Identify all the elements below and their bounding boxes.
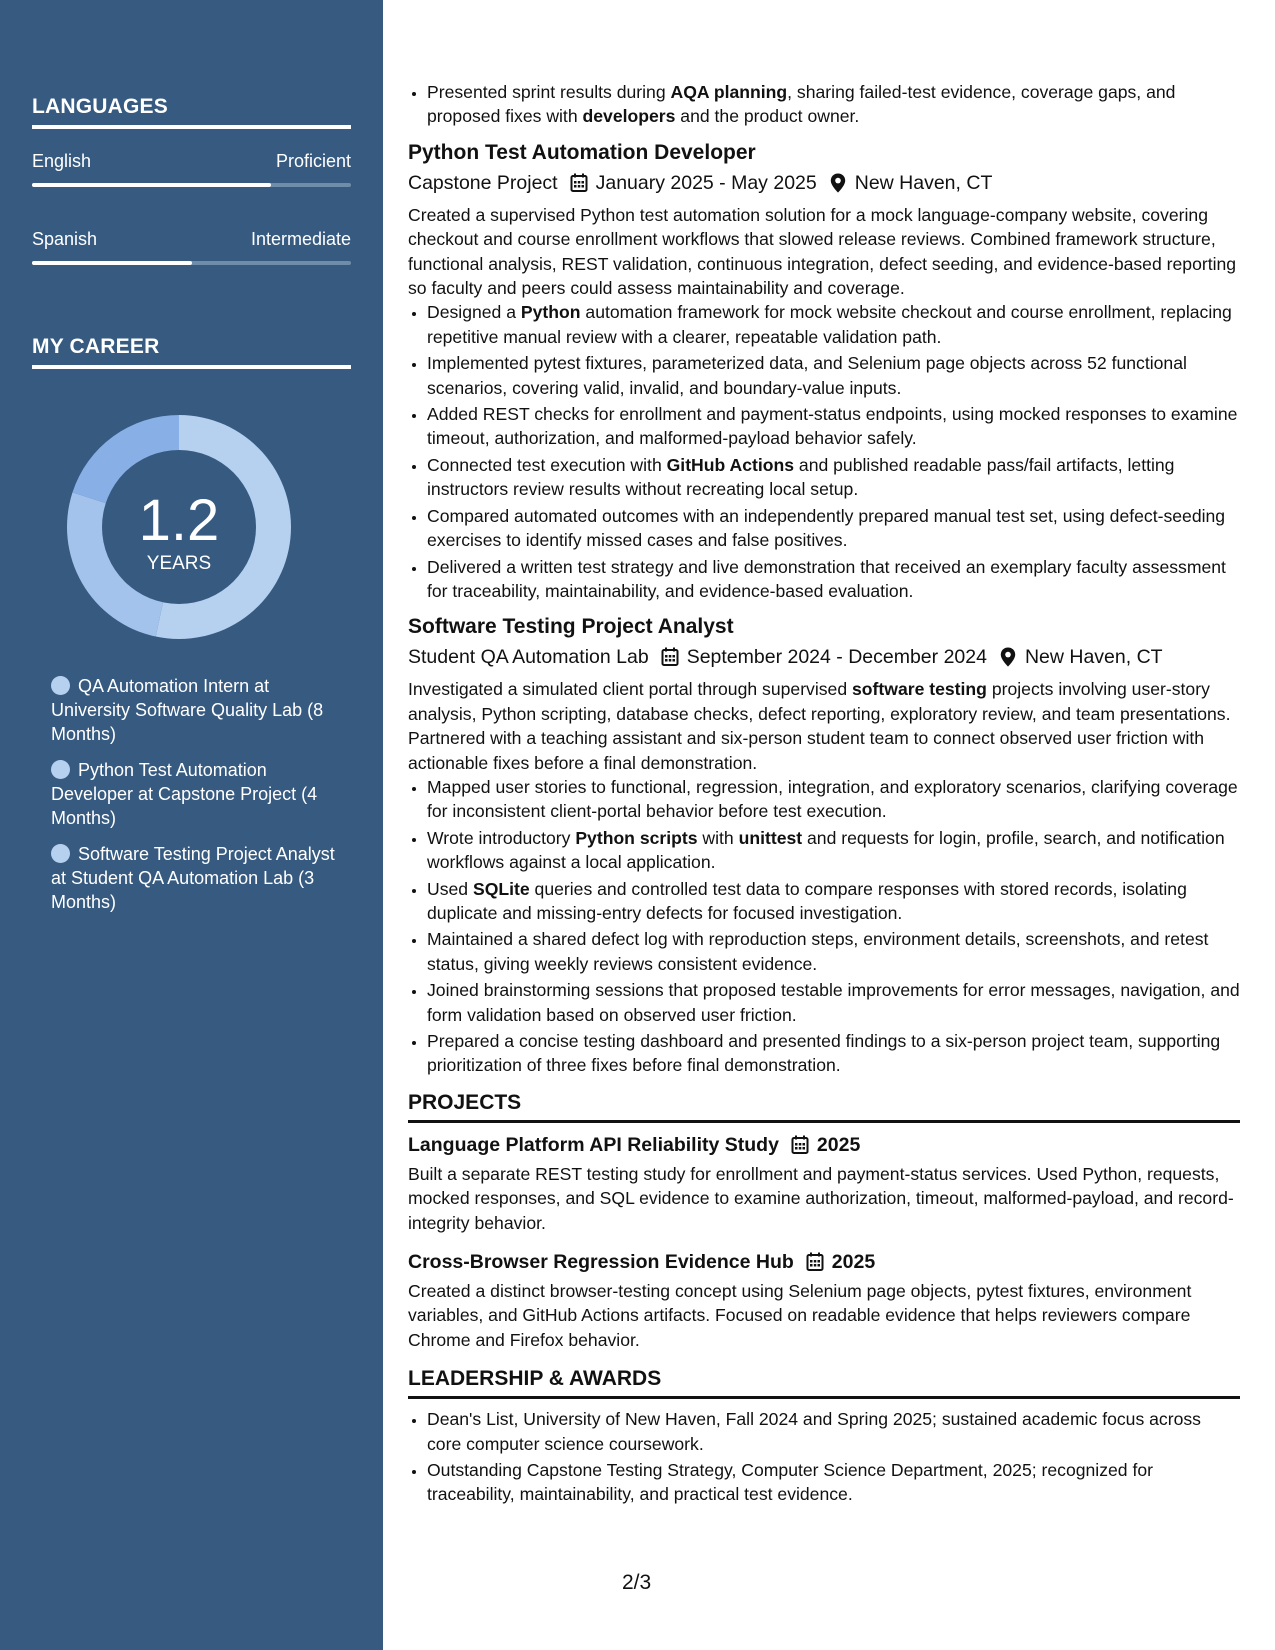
job-company: Student QA Automation Lab bbox=[408, 646, 649, 669]
career-list-item bbox=[51, 842, 341, 914]
project-title-row bbox=[408, 1132, 1240, 1158]
text: and requests for login, profile, search, and notification workflows against a local application. bbox=[427, 827, 1225, 873]
text: , sharing failed-test evidence, coverage gaps, and proposed fixes with bbox=[427, 82, 1176, 127]
calendar-icon bbox=[661, 647, 679, 667]
bold-text: developers bbox=[582, 106, 676, 127]
project-title: Language Platform API Reliability Study bbox=[408, 1133, 779, 1156]
bold-text: Python scripts bbox=[575, 827, 698, 848]
job-location: New Haven, CT bbox=[1024, 646, 1163, 669]
languages-section bbox=[32, 95, 351, 265]
leadership-list bbox=[408, 1407, 1240, 1507]
job-bullets bbox=[408, 300, 1240, 603]
text: queries and controlled test data to compare responses with stored records, isolating duplicate and missing-entry defects for focused investigation. bbox=[427, 878, 1187, 923]
job-title: Software Testing Project Analyst bbox=[408, 615, 734, 639]
text: and the product owner. bbox=[675, 106, 860, 127]
career-list-item bbox=[51, 758, 341, 830]
project-description: Created a distinct browser-testing concept using Selenium page objects, pytest fixtures, environment variables, and GitHub Actions artifacts. Focused on readable evidence that helps reviewers compare Chrome and Firefox behavior. bbox=[408, 1281, 1192, 1350]
job-bullets bbox=[408, 775, 1240, 1078]
calendar-icon bbox=[806, 1252, 824, 1272]
career-donut-chart bbox=[66, 414, 292, 640]
language-level-bar bbox=[32, 183, 351, 187]
language-name: Spanish bbox=[32, 229, 98, 249]
list-item: • Dean's List, University of New Haven, Fall 2024 and Spring 2025; sustained academic focus across core computer science coursework. bbox=[427, 1407, 1240, 1456]
job-company: Capstone Project bbox=[408, 171, 558, 194]
projects-section bbox=[408, 1090, 1240, 1352]
career-total-unit: YEARS bbox=[146, 553, 212, 574]
text: and published readable pass/fail artifacts, letting instructors review results without recreating local setup. bbox=[427, 454, 1175, 500]
list-item: • Implemented pytest fixtures, parameterized data, and Selenium page objects across 52 functional scenarios, covering valid, invalid, and boundary-value inputs. bbox=[427, 351, 1240, 400]
career-dot-icon bbox=[51, 760, 70, 779]
job-entry bbox=[408, 139, 1240, 604]
list-item bbox=[427, 80, 1240, 129]
bold-text: unittest bbox=[738, 827, 803, 848]
bold-text: Python bbox=[520, 302, 581, 323]
list-item bbox=[427, 826, 1240, 875]
bold-text: SQLite bbox=[472, 878, 530, 899]
list-item: • Added REST checks for enrollment and payment-status endpoints, using mocked responses to examine timeout, authorization, and malformed-payload behavior safely. bbox=[427, 402, 1240, 451]
project-year: 2025 bbox=[816, 1133, 861, 1156]
location-pin-icon bbox=[829, 173, 847, 193]
list-item: • Joined brainstorming sessions that proposed testable improvements for error messages, navigation, and form validation based on observed user friction. bbox=[427, 978, 1240, 1027]
calendar-icon bbox=[791, 1135, 809, 1155]
list-item: • Mapped user stories to functional, regression, integration, and exploratory scenarios, clarifying coverage for inconsistent client-portal behavior before test execution. bbox=[427, 775, 1240, 824]
calendar-icon bbox=[570, 173, 588, 193]
language-level: Proficient bbox=[275, 151, 351, 171]
career-section bbox=[32, 335, 351, 369]
career-item-label: QA Automation Intern at University Software Quality Lab (8 Months) bbox=[51, 676, 324, 744]
main-content bbox=[408, 80, 1240, 1509]
text: Connected test execution with bbox=[427, 454, 667, 475]
language-level: Intermediate bbox=[250, 229, 351, 249]
job-title: Python Test Automation Developer bbox=[408, 140, 756, 164]
career-list bbox=[51, 674, 341, 926]
leadership-heading: LEADERSHIP & AWARDS bbox=[408, 1366, 1240, 1399]
project-entry bbox=[408, 1132, 1240, 1235]
language-level-fill bbox=[32, 261, 192, 265]
list-item: • Delivered a written test strategy and live demonstration that received an exemplary faculty assessment for traceability, maintainability, and evidence-based evaluation. bbox=[427, 555, 1240, 604]
career-list-item bbox=[51, 674, 341, 746]
project-title: Cross-Browser Regression Evidence Hub bbox=[408, 1251, 794, 1274]
text: projects involving user-story analysis, Python scripting, database checks, defect reporting, exploratory review, and team presentations. Partnered with a teaching assistant and six-person student team to connect observed user friction with actionable fixes before a final demonstration. bbox=[408, 679, 1231, 773]
text: Designed a bbox=[427, 302, 521, 323]
job-meta bbox=[408, 169, 1240, 197]
job-dates: September 2024 - December 2024 bbox=[686, 646, 987, 669]
job-meta bbox=[408, 643, 1240, 671]
list-item: • Outstanding Capstone Testing Strategy, Computer Science Department, 2025; recognized for traceability, maintainability, and practical test evidence. bbox=[427, 1458, 1240, 1507]
text: Presented sprint results during bbox=[427, 82, 671, 102]
bold-text: GitHub Actions bbox=[666, 454, 795, 475]
language-item-english bbox=[32, 151, 351, 187]
location-pin-icon bbox=[999, 647, 1017, 667]
intro-bullet-list bbox=[408, 80, 1240, 129]
leadership-section bbox=[408, 1366, 1240, 1507]
bold-text: AQA planning bbox=[670, 82, 788, 102]
list-item: • Prepared a concise testing dashboard and presented findings to a six-person project team, supporting prioritization of three fixes before final demonstration. bbox=[427, 1029, 1240, 1078]
bold-text: software testing bbox=[852, 679, 987, 700]
list-item: • Compared automated outcomes with an independently prepared manual test set, using defect-seeding exercises to identify missed cases and false positives. bbox=[427, 504, 1240, 553]
text: automation framework for mock website checkout and course enrollment, replacing repetitive manual review with a clearer, repeatable validation path. bbox=[427, 302, 1232, 347]
career-donut bbox=[66, 414, 292, 640]
list-item bbox=[427, 300, 1240, 349]
career-total-years: 1.2 bbox=[138, 488, 220, 553]
job-summary: Created a supervised Python test automation solution for a mock language-company website, covering checkout and course enrollment workflows that slowed release reviews. Combined framework structure, functional analysis, REST validation, continuous integration, defect seeding, and evidence-based reporting so faculty and peers could assess maintainability and coverage. bbox=[408, 204, 1237, 299]
career-item-label: Software Testing Project Analyst at Student QA Automation Lab (3 Months) bbox=[51, 844, 335, 912]
sidebar bbox=[0, 0, 383, 1650]
job-location: New Haven, CT bbox=[854, 171, 993, 194]
career-item-label: Python Test Automation Developer at Capstone Project (4 Months) bbox=[51, 760, 318, 828]
languages-heading: LANGUAGES bbox=[32, 95, 351, 129]
project-title-row bbox=[408, 1249, 1240, 1275]
text: Investigated a simulated client portal through supervised bbox=[408, 679, 853, 700]
text: Wrote introductory bbox=[427, 827, 576, 848]
language-level-fill bbox=[32, 183, 271, 187]
career-dot-icon bbox=[51, 844, 70, 863]
job-entry bbox=[408, 613, 1240, 1078]
project-entry bbox=[408, 1249, 1240, 1352]
list-item: • Maintained a shared defect log with reproduction steps, environment details, screenshots, and retest status, giving weekly reviews consistent evidence. bbox=[427, 927, 1240, 976]
language-level-bar bbox=[32, 261, 351, 265]
page-number: 2/3 bbox=[622, 1571, 652, 1594]
language-name: English bbox=[32, 151, 92, 171]
project-description: Built a separate REST testing study for enrollment and payment-status services. Used Python, requests, mocked responses, and SQL evidence to examine authorization, timeout, malformed-payload, and record-integrity behavior. bbox=[408, 1163, 1234, 1233]
list-item bbox=[427, 877, 1240, 926]
text: Used bbox=[427, 878, 473, 899]
project-year: 2025 bbox=[831, 1251, 876, 1274]
list-item bbox=[427, 453, 1240, 502]
job-summary bbox=[408, 677, 1240, 775]
text: with bbox=[697, 827, 739, 848]
career-dot-icon bbox=[51, 676, 70, 695]
projects-heading: PROJECTS bbox=[408, 1090, 1240, 1123]
language-item-spanish bbox=[32, 229, 351, 265]
job-dates: January 2025 - May 2025 bbox=[595, 171, 817, 194]
career-heading: MY CAREER bbox=[32, 335, 351, 369]
